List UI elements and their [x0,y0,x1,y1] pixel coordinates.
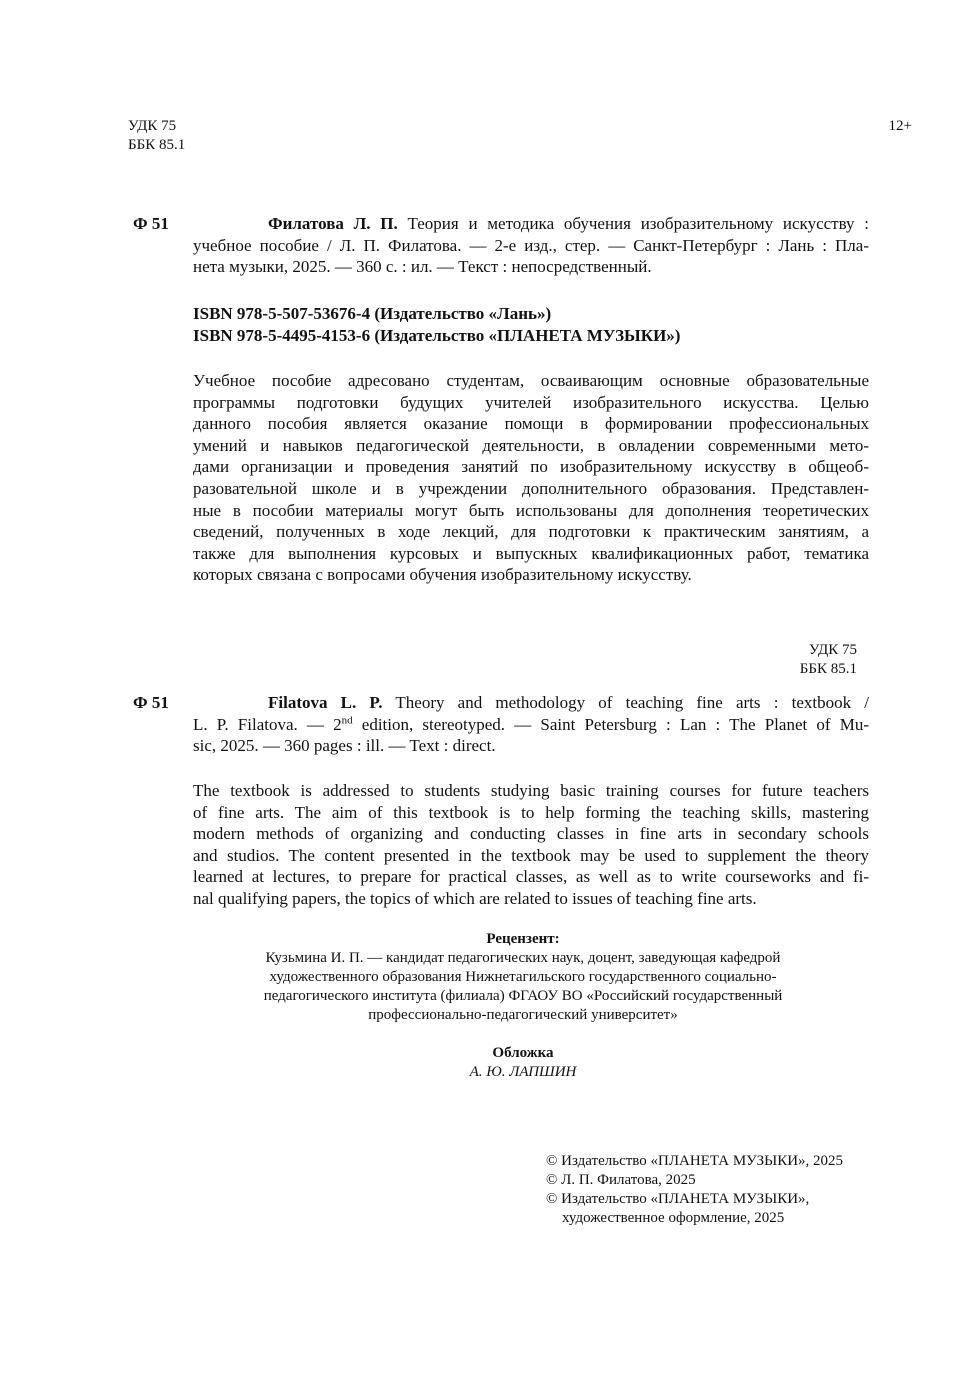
en-abstract-line: and studios. The content presented in the textbook may be used to supplement the theory [193,845,869,865]
en-classification [760,641,857,679]
age-rating: 12+ [888,118,912,134]
bbk-code: ББК 85.1 [128,137,186,153]
en-abstract-line: learned at lectures, to prepare for practical classes, as well as to write courseworks and fi- [193,867,869,887]
en-abstract-line: nal qualifying papers, the topics of which are related to issues of teaching fine arts. [193,888,757,908]
ru-abstract-line: разовательной школе и в учреждении дополнительного образования. Представлен- [193,478,869,498]
udk-code: УДК 75 [128,118,177,134]
ru-author: Филатова Л. П. [268,214,398,233]
header-classification [128,117,185,155]
en-udk-code: УДК 75 [808,642,857,658]
isbn-planet: ISBN 978-5-4495-4153-6 (Издательство «ПЛАНЕТА МУЗЫКИ») [193,325,681,345]
cover-heading: Обложка [492,1045,554,1061]
en-record-citation [193,692,869,757]
copyright-block [546,1152,843,1228]
copyright-line: © Издательство «ПЛАНЕТА МУЗЫКИ», [546,1191,810,1207]
en-title: Theory and methodology of teaching fine arts : textbook / [395,693,869,712]
copyright-line: © Л. П. Филатова, 2025 [546,1172,696,1188]
ru-abstract-line: сведений, полученных в ходе лекций, для подготовки к практическим занятиям, а [193,522,869,542]
ru-abstract-line: также для выполнения курсовых и выпускных квалификационных работ, тематика [193,543,869,563]
ru-abstract-line: Учебное пособие адресовано студентам, осваивающим основные образовательные [193,371,869,390]
reviewer-line: профессионально-педагогический университет» [368,1007,678,1023]
en-record-code: Ф 51 [133,693,169,712]
ru-title: Теория и методика обучения изобразительному искусству : [407,214,869,233]
ru-abstract-line: дами организации и проведения занятий по изобразительному искусству в общеоб- [193,457,869,477]
en-bbk-code: ББК 85.1 [799,661,857,677]
ru-abstract [193,370,869,586]
en-citation-text: edition, stereotyped. — Saint Petersburg : Lan : The Planet of Mu- [352,714,869,734]
en-abstract-line: The textbook is addressed to students studying basic training courses for future teachers [193,781,869,800]
copyright-line: художественное оформление, 2025 [562,1210,785,1226]
reviewer-heading: Рецензент: [486,931,560,947]
reviewer-line: педагогического института (филиала) ФГАОУ ВО «Российский государственный [263,988,783,1004]
ru-abstract-line: которых связана с вопросами обучения изобразительному искусству. [193,565,692,585]
en-abstract-line: of fine arts. The aim of this textbook is to help forming the teaching skills, mastering [193,802,869,822]
ru-citation-line-1 [193,213,869,235]
ru-citation-line-2: учебное пособие / Л. П. Филатова. — 2-е изд., стер. — Санкт-Петербург : Лань : Пла- [193,235,869,255]
cover-artist: А. Ю. ЛАПШИН [469,1064,577,1080]
en-author: Filatova L. P. [268,693,383,712]
en-citation-line-3: sic, 2025. — 360 pages : ill. — Text : direct. [193,736,496,756]
reviewer-block [193,930,853,1025]
ru-record-citation [193,213,869,278]
ru-abstract-line: данного пособия является оказание помощи в формировании профессиональных [193,414,869,434]
ru-citation-line-3: нета музыки, 2025. — 360 с. : ил. — Текст : непосредственный. [193,257,652,277]
en-citation-line-2 [193,714,869,736]
ru-abstract-line: программы подготовки будущих учителей изобразительного искусства. Целью [193,392,869,412]
isbn-block [193,303,680,346]
en-citation-superscript: nd [341,713,353,726]
cover-block [193,1044,853,1082]
ru-abstract-line: умений и навыков педагогической деятельности, в овладении современными мето- [193,435,869,455]
isbn-lan: ISBN 978-5-507-53676-4 (Издательство «Лань») [193,304,552,323]
copyright-line: © Издательство «ПЛАНЕТА МУЗЫКИ», 2025 [546,1153,844,1169]
en-abstract-line: modern methods of organizing and conducting classes in fine arts in secondary schools [193,824,869,844]
en-citation-text: L. P. Filatova. — 2 [193,714,342,734]
ru-abstract-line: ные в пособии материалы могут быть использованы для дополнения теоретических [193,500,869,520]
en-abstract [193,780,869,910]
ru-record-code: Ф 51 [133,214,169,233]
reviewer-line: Кузьмина И. П. — кандидат педагогических наук, доцент, заведующая кафедрой [265,950,781,966]
en-citation-line-1 [193,692,869,714]
reviewer-line: художественного образования Нижнетагильского государственного социально- [269,969,777,985]
